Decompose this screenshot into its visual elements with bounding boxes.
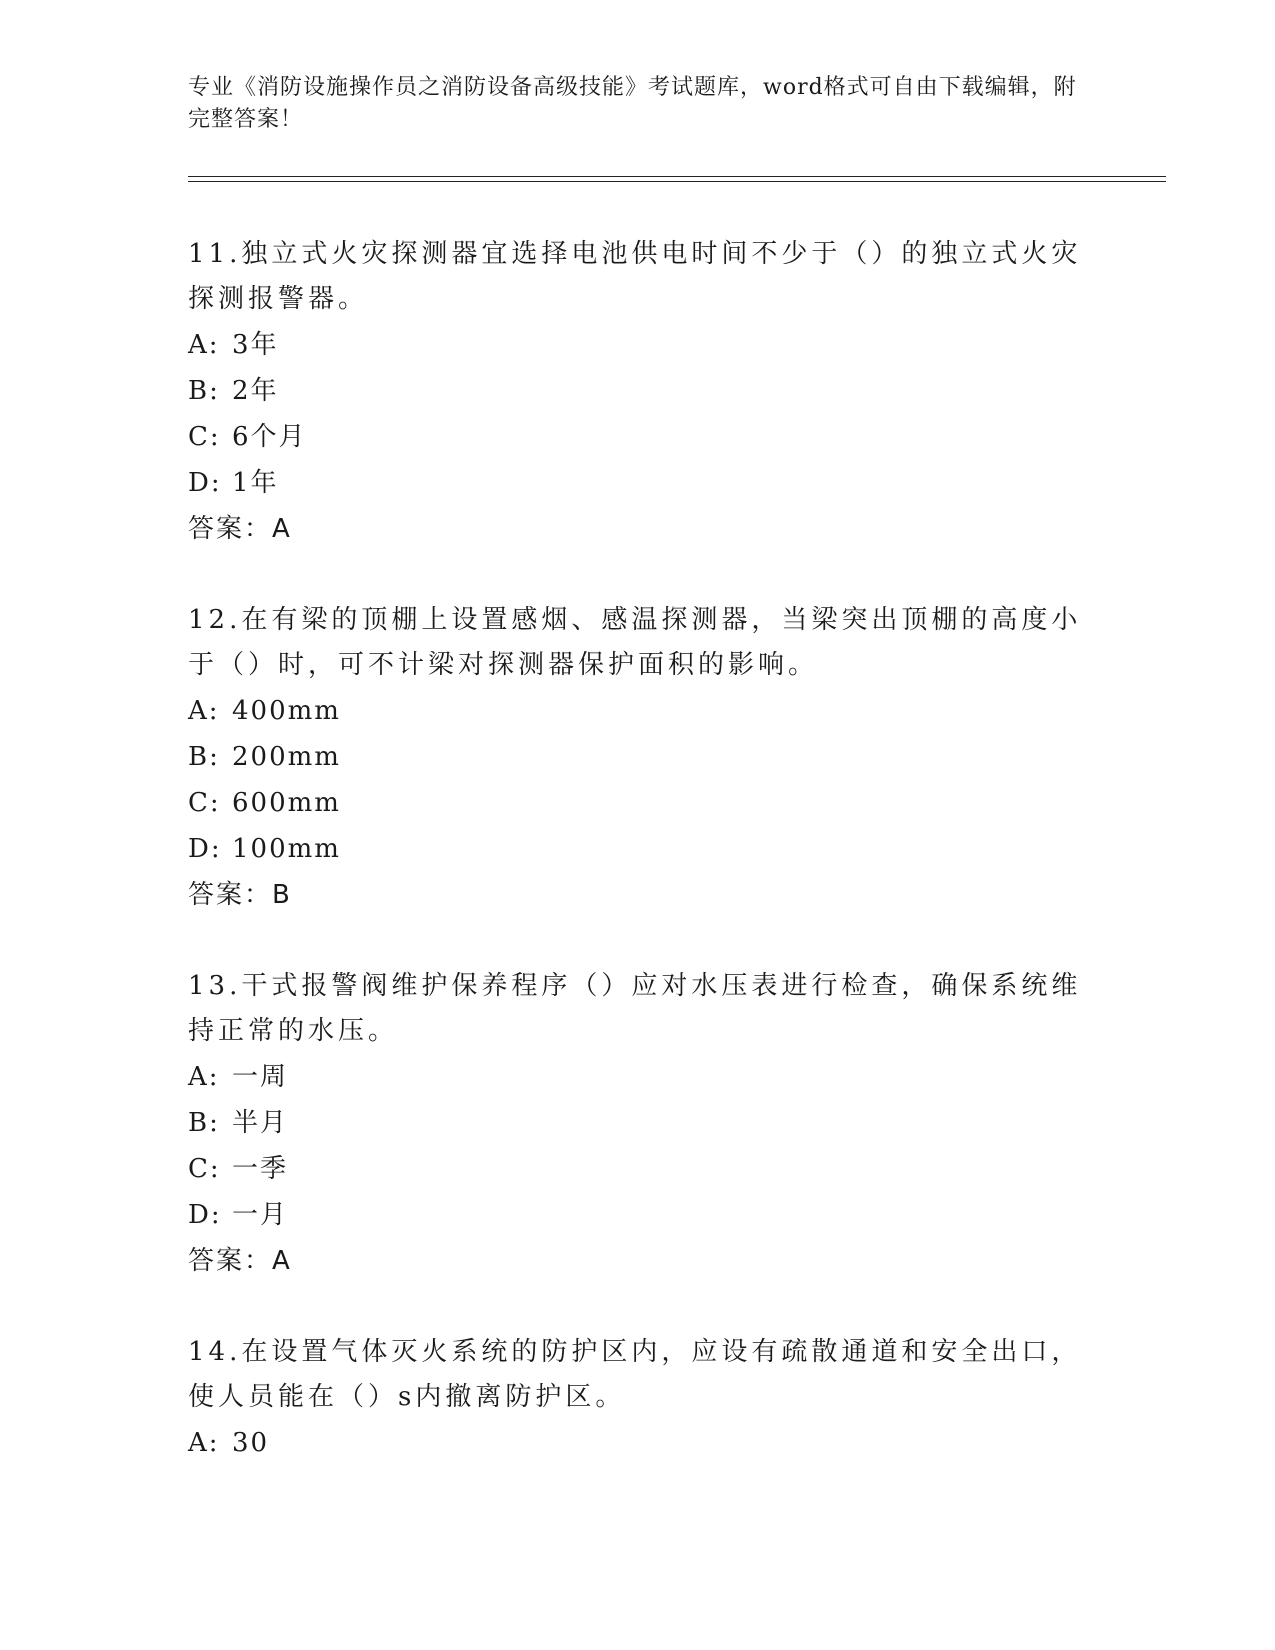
option-key: D: <box>188 468 222 498</box>
question-stem: 12.在有梁的顶棚上设置感烟、感温探测器，当梁突出顶棚的高度小于（）时，可不计梁对探测器保护面积的影响。 <box>188 605 1082 680</box>
option-text: 2年 <box>232 376 279 406</box>
option-text: 200mm <box>232 742 341 772</box>
question-13 <box>188 964 1088 1284</box>
option-key: A: <box>188 1428 220 1458</box>
question-stem: 14.在设置气体灭火系统的防护区内，应设有疏散通道和安全出口，使人员能在（）s内撤离防护区。 <box>188 1337 1082 1412</box>
answer-line: 答案：A <box>188 514 292 544</box>
option-key: C: <box>188 422 221 452</box>
option-key: B: <box>188 742 220 772</box>
option-key: D: <box>188 834 222 864</box>
option-c <box>188 414 1088 460</box>
question-11 <box>188 232 1088 552</box>
option-a <box>188 688 1088 734</box>
option-key: A: <box>188 1062 220 1092</box>
option-key: A: <box>188 330 220 360</box>
option-a <box>188 1054 1088 1100</box>
question-stem: 11.独立式火灾探测器宜选择电池供电时间不少于（）的独立式火灾探测报警器。 <box>188 239 1082 314</box>
option-b <box>188 1100 1088 1146</box>
option-key: A: <box>188 696 220 726</box>
option-d <box>188 826 1088 872</box>
option-a <box>188 1420 1088 1466</box>
option-text: 6个月 <box>232 422 307 452</box>
option-key: C: <box>188 788 221 818</box>
option-text: 30 <box>232 1428 270 1458</box>
option-text: 400mm <box>232 696 341 726</box>
answer-line: 答案：B <box>188 880 292 910</box>
header-divider-bottom <box>188 181 1166 182</box>
option-text: 1年 <box>232 468 279 498</box>
option-key: D: <box>188 1200 222 1230</box>
option-key: C: <box>188 1154 221 1184</box>
option-text: 100mm <box>232 834 341 864</box>
option-d <box>188 460 1088 506</box>
option-b <box>188 734 1088 780</box>
option-b <box>188 368 1088 414</box>
option-c <box>188 780 1088 826</box>
answer-line: 答案：A <box>188 1246 292 1276</box>
option-text: 一季 <box>232 1154 289 1184</box>
document-header: 专业《消防设施操作员之消防设备高级技能》考试题库，word格式可自由下载编辑，附完整答案！ <box>188 75 1077 132</box>
option-c <box>188 1146 1088 1192</box>
question-12 <box>188 598 1088 918</box>
option-d <box>188 1192 1088 1238</box>
option-text: 半月 <box>232 1108 289 1138</box>
option-key: B: <box>188 1108 220 1138</box>
option-a <box>188 322 1088 368</box>
option-text: 一周 <box>232 1062 289 1092</box>
option-text: 3年 <box>232 330 279 360</box>
option-key: B: <box>188 376 220 406</box>
option-text: 一月 <box>232 1200 289 1230</box>
question-stem: 13.干式报警阀维护保养程序（）应对水压表进行检查，确保系统维持正常的水压。 <box>188 971 1082 1046</box>
header-divider-top <box>188 176 1166 177</box>
question-14 <box>188 1330 1088 1466</box>
option-text: 600mm <box>232 788 341 818</box>
